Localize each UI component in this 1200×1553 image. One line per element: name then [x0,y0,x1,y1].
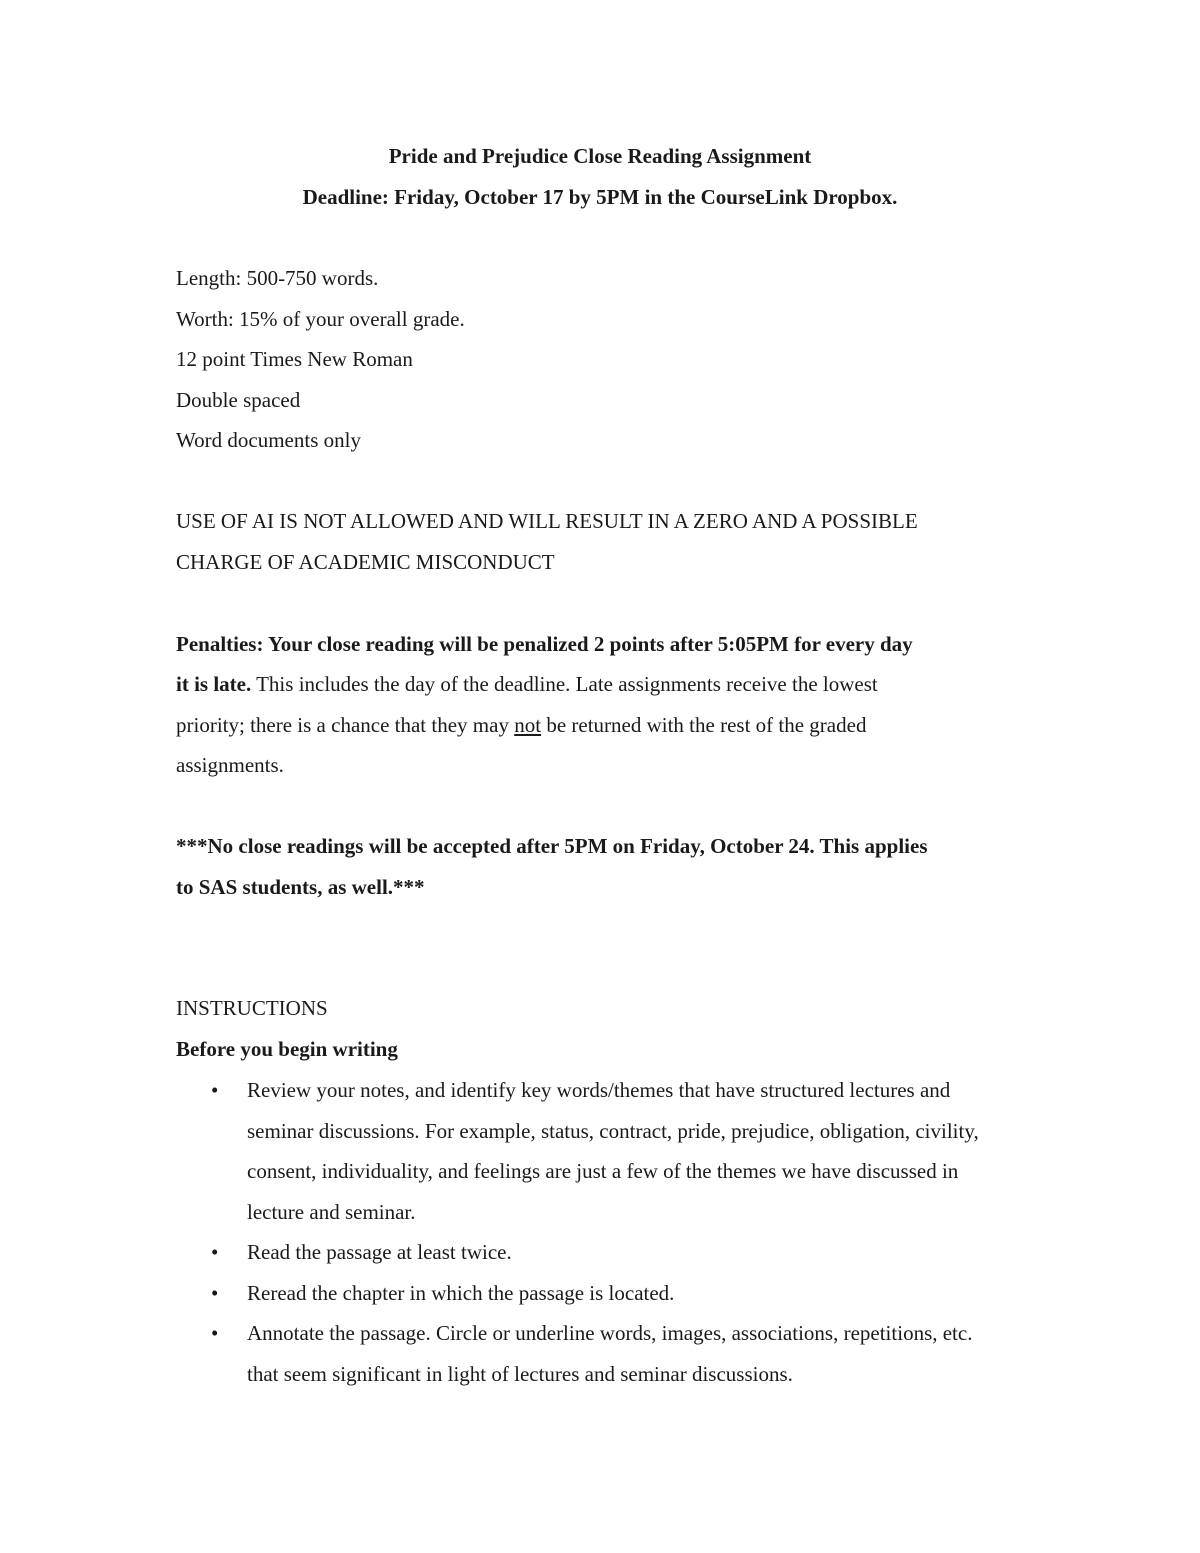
penalties-underlined-not: not [514,713,542,737]
bullet-1-line-2: seminar discussions. For example, status, contract, pride, prejudice, obligation, civility, [247,1119,979,1143]
font-requirement: 12 point Times New Roman [176,347,413,371]
document-title: Pride and Prejudice Close Reading Assignment [388,144,812,168]
penalties-line-3-after: be returned with the rest of the graded [541,713,867,737]
final-notice-line-2: to SAS students, as well.*** [176,875,425,899]
penalties-line-2 [176,671,878,697]
bullet-marker: • [211,1281,219,1305]
penalties-late-label: it is late. [176,672,252,696]
penalties-line-3 [176,712,866,738]
bullet-marker: • [211,1240,219,1264]
bullet-1-line-4: lecture and seminar. [247,1200,416,1224]
ai-warning-line-1: USE OF AI IS NOT ALLOWED AND WILL RESULT IN A ZERO AND A POSSIBLE [176,509,918,533]
instructions-heading: INSTRUCTIONS [176,996,328,1020]
length-requirement: Length: 500-750 words. [176,266,379,290]
penalties-line-2-rest: This includes the day of the deadline. Late assignments receive the lowest [251,672,878,696]
deadline-line: Deadline: Friday, October 17 by 5PM in the CourseLink Dropbox. [302,185,898,209]
bullet-4-line-2: that seem significant in light of lectures and seminar discussions. [247,1362,793,1386]
bullet-3-line-1: Reread the chapter in which the passage is located. [247,1281,675,1305]
instructions-subheading: Before you begin writing [176,1037,398,1061]
penalties-line-1: Penalties: Your close reading will be penalized 2 points after 5:05PM for every day [176,632,913,656]
ai-warning-line-2: CHARGE OF ACADEMIC MISCONDUCT [176,550,555,574]
worth-requirement: Worth: 15% of your overall grade. [176,307,465,331]
bullet-4-line-1: Annotate the passage. Circle or underline words, images, associations, repetitions, etc. [247,1321,973,1345]
bullet-2-line-1: Read the passage at least twice. [247,1240,512,1264]
penalties-line-4: assignments. [176,753,284,777]
bullet-1-line-3: consent, individuality, and feelings are just a few of the themes we have discussed in [247,1159,959,1183]
penalties-line-3-before: priority; there is a chance that they may [176,713,515,737]
format-requirement: Word documents only [176,428,361,452]
bullet-marker: • [211,1321,219,1345]
bullet-marker: • [211,1078,219,1102]
bullet-1-line-1: Review your notes, and identify key words/themes that have structured lectures and [247,1078,951,1102]
final-notice-line-1: ***No close readings will be accepted after 5PM on Friday, October 24. This applies [176,834,928,858]
spacing-requirement: Double spaced [176,388,301,412]
